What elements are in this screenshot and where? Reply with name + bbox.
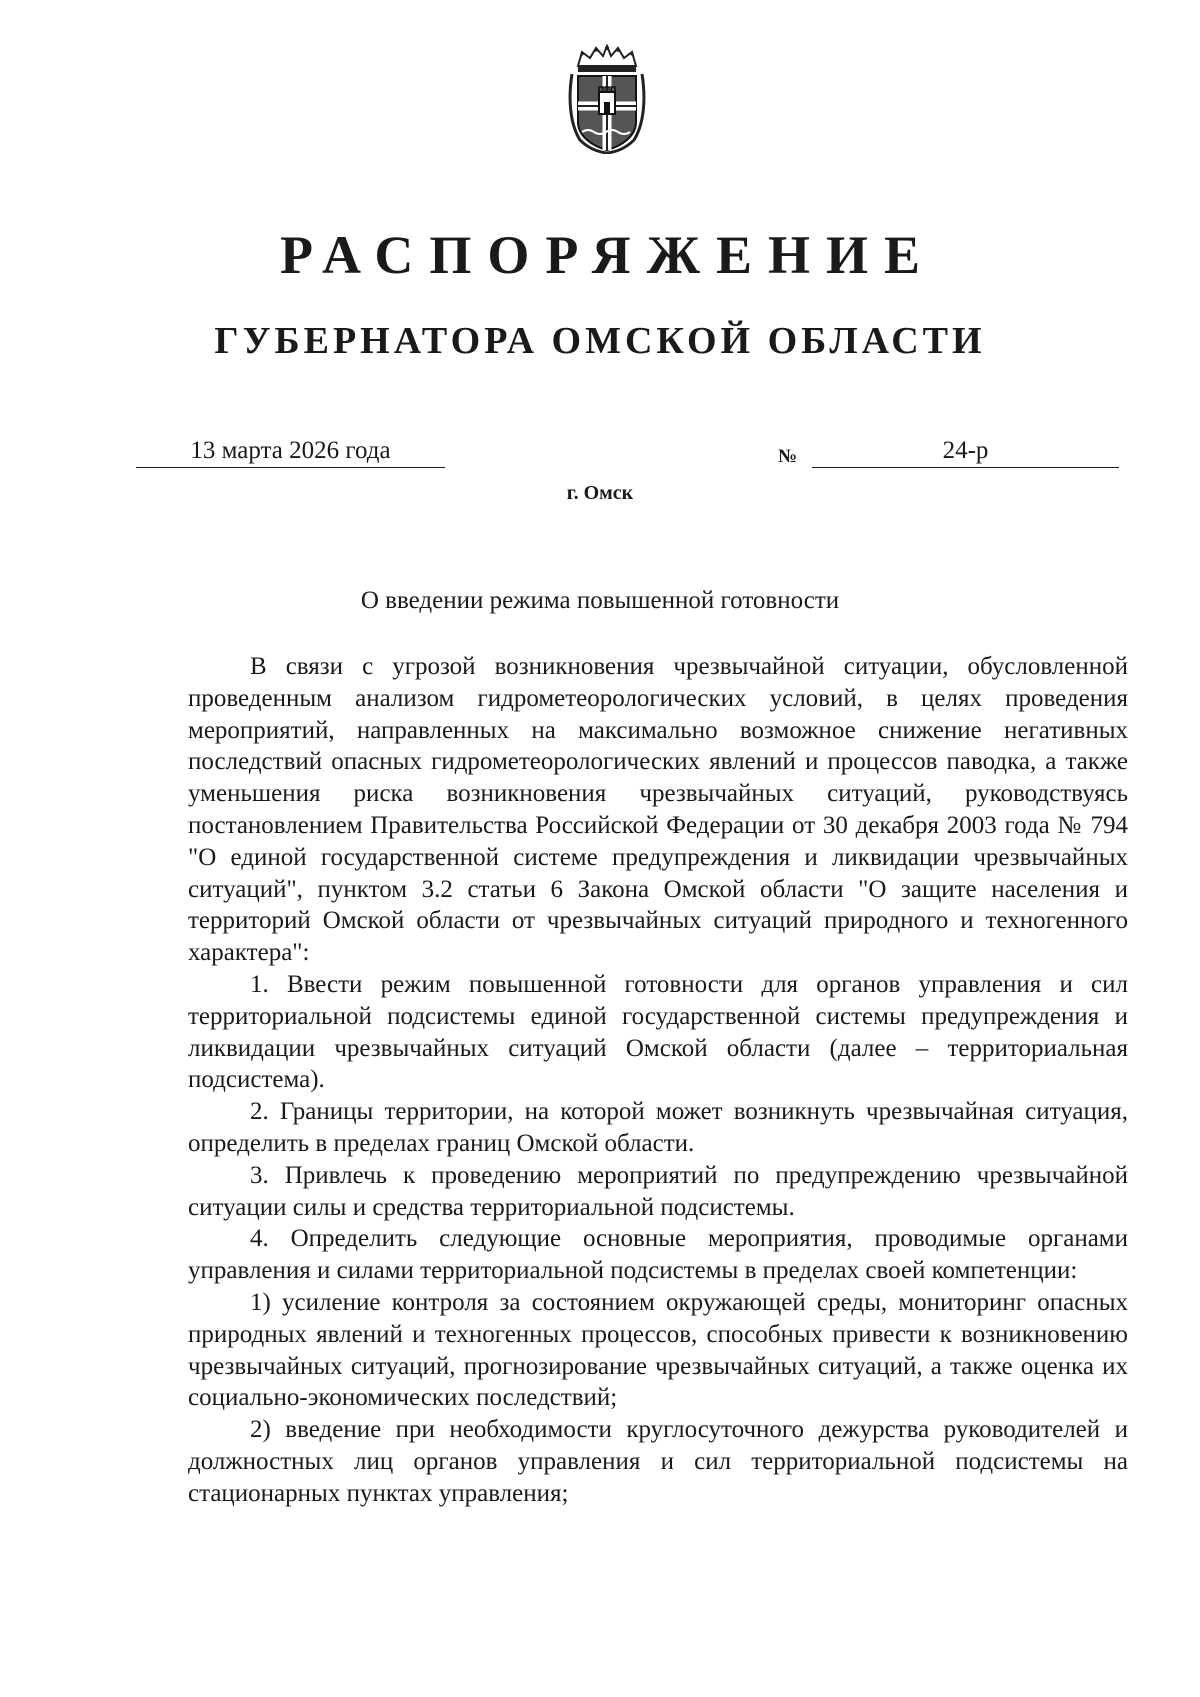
paragraph-item-1: 1. Ввести режим повышенной готовности для органов управления и сил территориальной подсистемы единой государственной системы предупреждения и ликвидации чрезвычайных ситуаций Омской области (далее – территориальная подсистема). [188,970,1128,1094]
coat-of-arms-icon [568,44,646,154]
paragraph-item-4: 4. Определить следующие основные мероприятия, проводимые органами управления и силами территориальной подсистемы в пределах своей компетенции: [188,1225,1128,1285]
document-subtitle: ГУБЕРНАТОРА ОМСКОЙ ОБЛАСТИ [214,320,986,362]
paragraph-subitem-2: 2) введение при необходимости круглосуточного дежурства руководителей и должностных лиц органов управления и сил территориальной подсистемы на стационарных пунктах управления; [188,1416,1128,1507]
document-number: 24-р [812,436,1119,468]
paragraph-item-3: 3. Привлечь к проведению мероприятий по предупреждению чрезвычайной ситуации силы и средства территориальной подсистемы. [188,1161,1128,1221]
paragraph-preamble: В связи с угрозой возникновения чрезвычайной ситуации, обусловленной проведенным анализом гидрометеорологических условий, в целях проведения мероприятий, направленных на максимально возможное снижение негативных последствий опасных гидрометеорологических явлений и процессов паводка, а также уменьшения риска возникновения чрезвычайных ситуаций, руководствуясь постановлением Правительства Российской Федерации от 30 декабря 2003 года № 794 "О единой государственной системе предупреждения и ликвидации чрезвычайных ситуаций", пунктом 3.2 статьи 6 Закона Омской области "О защите населения и территорий Омской области от чрезвычайных ситуаций природного и техногенного характера": [188,653,1128,967]
document-body [188,651,1128,1510]
document-city: г. Омск [566,482,634,504]
number-sign: № [778,446,798,467]
document-date: 13 марта 2026 года [136,436,445,468]
document-title: РАСПОРЯЖЕНИЕ [279,225,937,285]
paragraph-subitem-1: 1) усиление контроля за состоянием окружающей среды, мониторинг опасных природных явлений и техногенных процессов, способных привести к возникновению чрезвычайных ситуаций, прогнозирование чрезвычайных ситуаций, а также оценка их социально-экономических последствий; [188,1288,1128,1412]
document-heading: О введении режима повышенной готовности [360,587,840,614]
paragraph-item-2: 2. Границы территории, на которой может возникнуть чрезвычайная ситуация, определить в пределах границ Омской области. [188,1098,1128,1157]
